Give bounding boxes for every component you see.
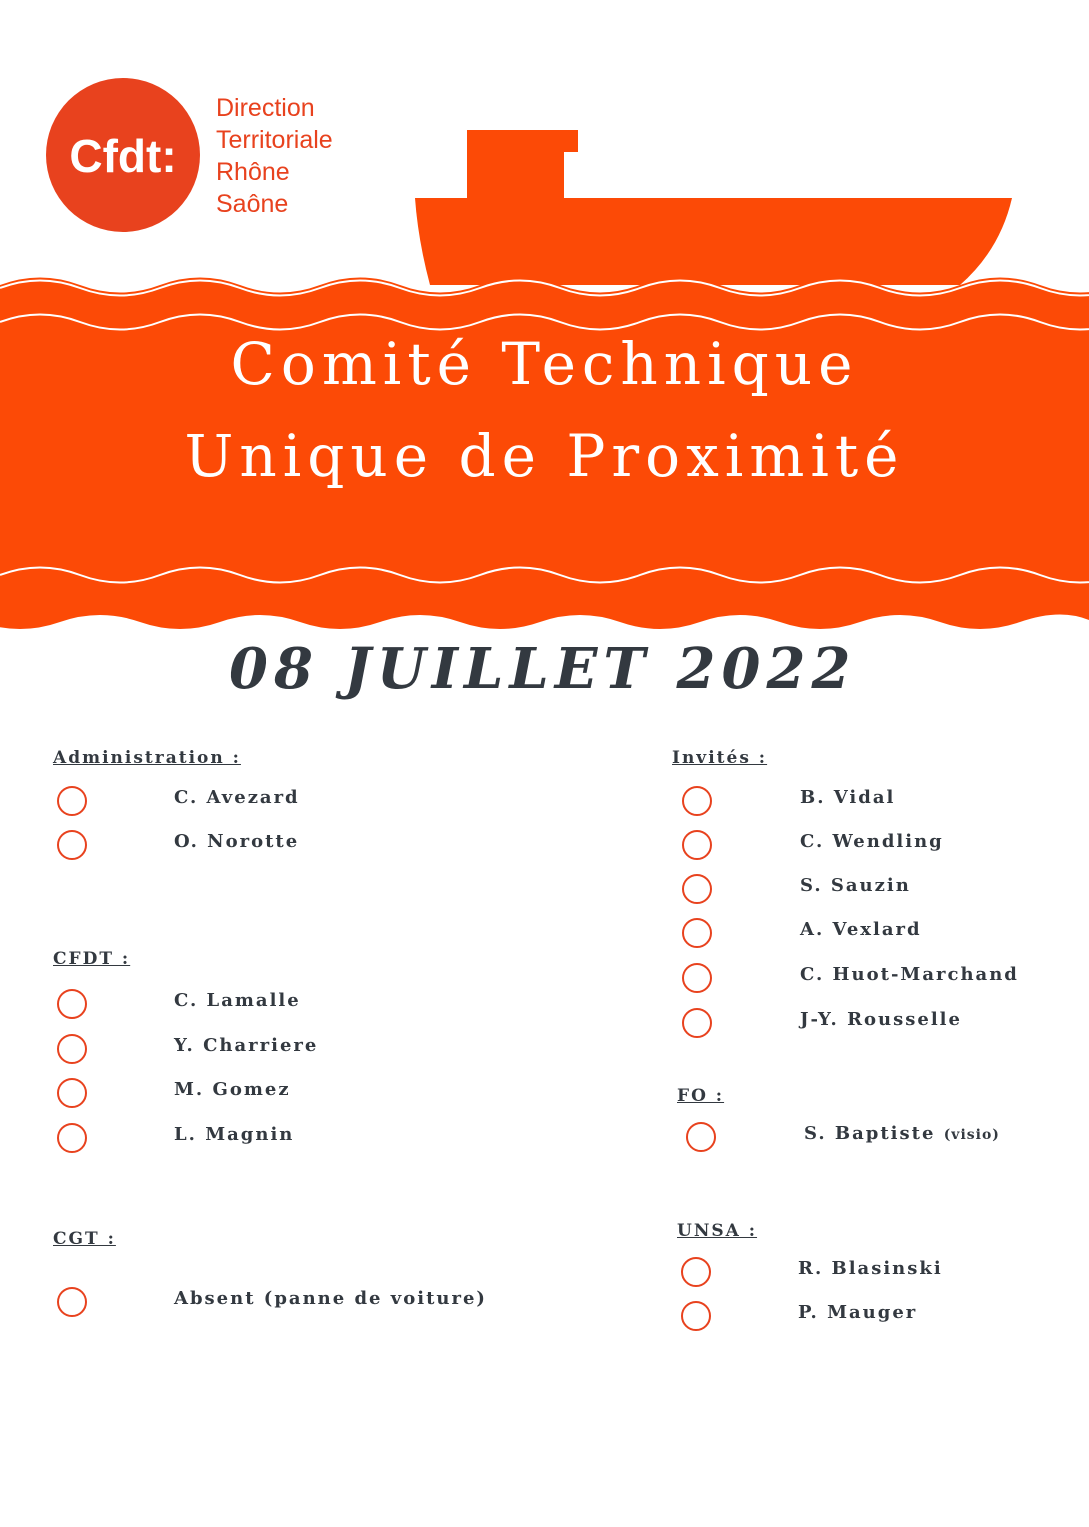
attendance-checkbox[interactable] <box>682 1008 712 1038</box>
attendance-checkbox[interactable] <box>57 1123 87 1153</box>
section-heading-fo: FO : <box>677 1086 725 1106</box>
member-name: B. Vidal <box>800 787 896 808</box>
logo-org-name <box>216 92 333 220</box>
cfdt-logo-brand: Cfdt: <box>69 130 177 182</box>
attendance-checkbox[interactable] <box>681 1257 711 1287</box>
section-heading-administration: Administration : <box>53 748 241 768</box>
attendance-checkbox[interactable] <box>682 918 712 948</box>
section-heading-invites: Invités : <box>672 748 768 768</box>
attendance-checkbox[interactable] <box>682 963 712 993</box>
attendance-checkbox[interactable] <box>57 1034 87 1064</box>
attendance-checkbox[interactable] <box>57 786 87 816</box>
section-heading-unsa: UNSA : <box>677 1221 758 1241</box>
attendance-checkbox[interactable] <box>681 1301 711 1331</box>
banner-illustration <box>0 0 1089 640</box>
logo-line: Direction <box>216 94 315 122</box>
boat-cabin <box>467 130 578 200</box>
attendance-checkbox[interactable] <box>682 830 712 860</box>
member-name: L. Magnin <box>174 1124 295 1145</box>
member-name: R. Blasinski <box>798 1258 943 1279</box>
logo-line: Saône <box>216 190 289 218</box>
member-name: C. Wendling <box>800 831 944 852</box>
member-name: C. Avezard <box>174 787 300 808</box>
logo-line: Rhône <box>216 158 290 186</box>
member-name: C. Huot-Marchand <box>800 964 1019 985</box>
title-line-1: Comité Technique <box>230 330 859 398</box>
member-name: C. Lamalle <box>174 990 301 1011</box>
member-name: M. Gomez <box>174 1079 291 1100</box>
section-heading-cgt: CGT : <box>53 1229 116 1249</box>
attendance-checkbox[interactable] <box>682 786 712 816</box>
member-name: Y. Charriere <box>174 1035 319 1056</box>
logo-line: Territoriale <box>216 126 333 154</box>
attendance-checkbox[interactable] <box>57 1287 87 1317</box>
attendance-checkbox[interactable] <box>57 830 87 860</box>
boat-hull <box>415 198 1012 285</box>
attendance-checkbox[interactable] <box>57 1078 87 1108</box>
member-name: Absent (panne de voiture) <box>174 1288 487 1309</box>
member-name: J-Y. Rousselle <box>800 1009 962 1030</box>
member-name: A. Vexlard <box>800 919 922 940</box>
member-name-text: S. Baptiste <box>804 1123 936 1144</box>
attendance-checkbox[interactable] <box>682 874 712 904</box>
member-name: O. Norotte <box>174 831 300 852</box>
member-name: S. Sauzin <box>800 875 911 896</box>
member-name <box>804 1123 1000 1144</box>
attendance-checkbox[interactable] <box>57 989 87 1019</box>
attendance-checkbox[interactable] <box>686 1122 716 1152</box>
meeting-date: 08 JUILLET 2022 <box>229 636 857 702</box>
member-note: (visio) <box>943 1127 1000 1143</box>
member-name: P. Mauger <box>798 1302 918 1323</box>
section-heading-cfdt: CFDT : <box>53 949 131 969</box>
title-line-2: Unique de Proximité <box>184 422 905 490</box>
